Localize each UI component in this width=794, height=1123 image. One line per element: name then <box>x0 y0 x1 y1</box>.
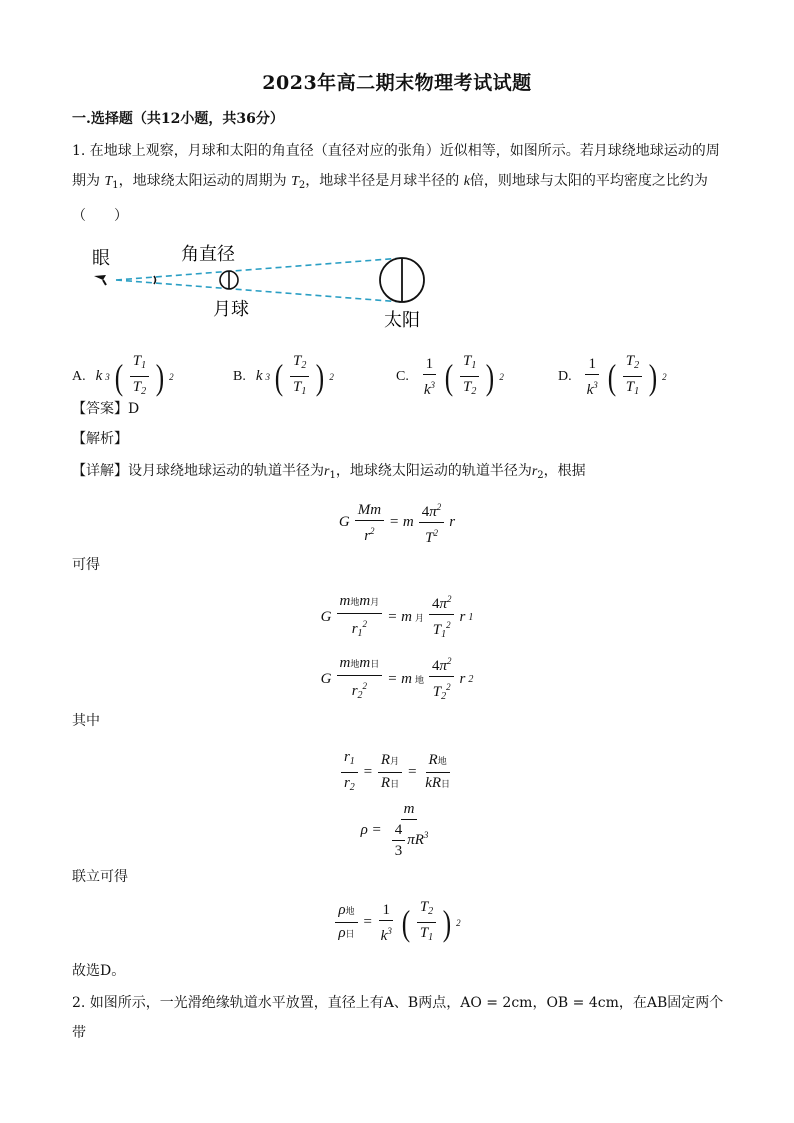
question-1-text <box>72 136 732 231</box>
detail-line: 【详解】设月球绕地球运动的轨道半径为$r_1$，地球绕太阳运动的轨道半径为$r_2$，根据 <box>72 463 586 481</box>
fig-sun-label: 太阳 <box>384 310 420 331</box>
equation-radius-ratio: $\frac{r_1}{r_2}$ = $\frac{\text{R月}}{\text{R日}}$ = $\frac{\text{R地}}{\text{kR日}}$ <box>0 746 794 797</box>
fig-angle-label: 角直径 <box>181 244 235 265</box>
option-b[interactable]: B. k 3 ( $\frac{T_2}{T_1}$ ) 2 <box>233 353 334 397</box>
sight-line-upper <box>116 258 402 280</box>
q1-line-1: 1. 在地球上观察，月球和太阳的角直径（直径对应的张角）近似相等，如图所示。若月球绕地球运动的周 <box>72 143 720 159</box>
equation-earth-moon: G $\frac{\text{m地m月}}{r_1^2}$ = m 月 $\frac{4\pi^2}{T_1^2}$ r 1 <box>0 590 794 644</box>
equation-sun-earth: G $\frac{\text{m地m日}}{r_2^2}$ = m 地 $\frac{4\pi^2}{T_2^2}$ r 2 <box>0 652 794 706</box>
option-a[interactable]: A. k 3 ( $\frac{T_1}{T_2}$ ) 2 <box>72 353 174 397</box>
section-heading: 一.选择题（共12小题，共36分） <box>72 111 284 127</box>
kede-1: 可得 <box>72 557 100 573</box>
page-title: 2023年高二期末物理考试试题 <box>262 72 532 94</box>
equation-density: ρ = m $\frac{4}{3}$ $\pi R^3$ <box>360 801 429 859</box>
option-d[interactable]: D. $\frac{1}{k^3}$ ( $\frac{T_2}{T_1}$ ) 2 <box>558 353 667 398</box>
equation-result: $\frac{\text{ρ地}}{\text{ρ日}}$ = $\frac{1}{k^3}$ ( $\frac{T_2}{T_1}$ ) 2 <box>0 898 794 947</box>
analysis-label: 【解析】 <box>72 431 128 447</box>
answer-line: 【答案】D <box>72 401 140 417</box>
option-c[interactable]: C. $\frac{1}{k^3}$ ( $\frac{T_1}{T_2}$ ) 2 <box>396 353 504 398</box>
question-2-line-1: 2. 如图所示，一光滑绝缘轨道水平放置，直径上有A、B两点，AO = 2cm，OB = 4cm，在AB固定两个带 <box>72 995 724 1041</box>
guxuan: 故选D。 <box>72 963 126 979</box>
equation-gravity: G $\frac{Mm}{r^2}$ = m $\frac{4\pi^2}{T^2}$ r <box>0 498 794 547</box>
eye-icon <box>94 275 106 285</box>
lianli: 联立可得 <box>72 869 128 885</box>
angle-arc <box>154 276 156 284</box>
figure-moon-sun-angle <box>86 238 436 334</box>
qizhong: 其中 <box>72 713 100 729</box>
sight-line-lower <box>116 280 402 302</box>
q1-line-2: 期为 $T_1$，地球绕太阳运动的周期为 $T_2$，地球半径是月球半径的 k倍，则地球与太阳的平均密度之比约为 <box>72 173 708 191</box>
q1-line-3: （ ） <box>72 208 128 224</box>
fig-moon-label: 月球 <box>213 299 249 320</box>
fig-eye-label: 眼 <box>92 248 110 269</box>
